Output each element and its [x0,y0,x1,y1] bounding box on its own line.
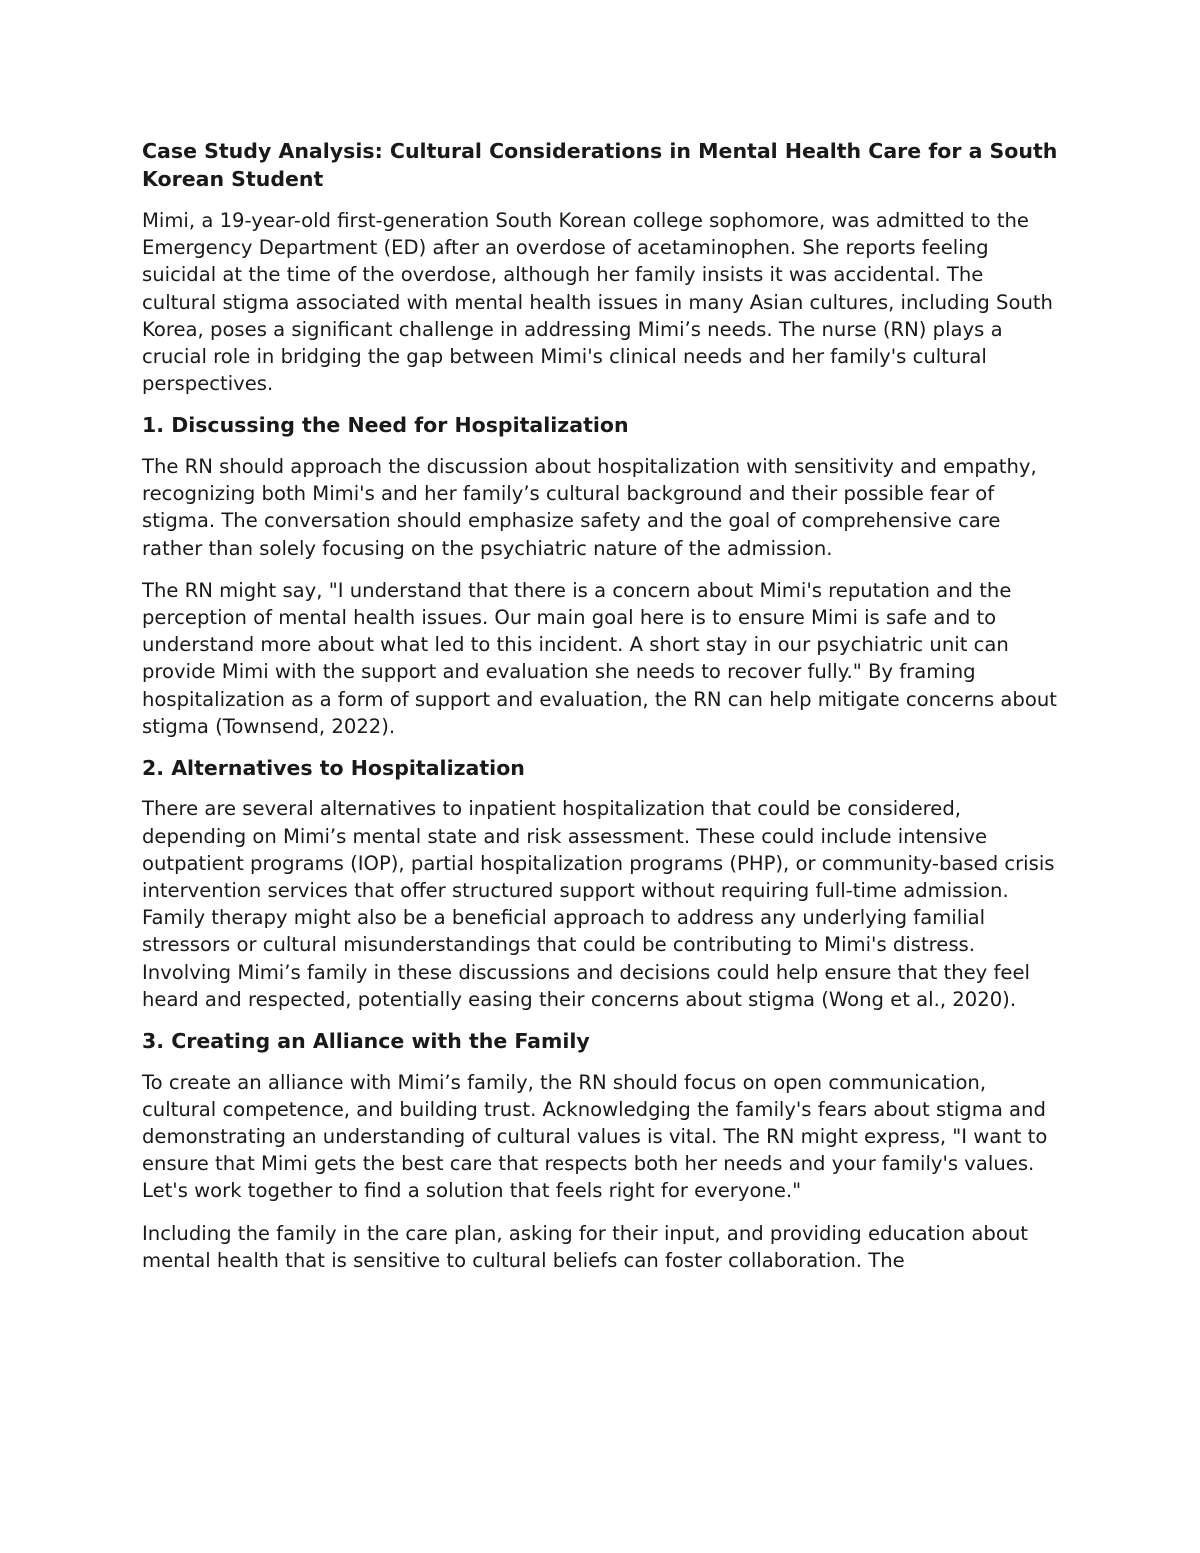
section-paragraph: The RN should approach the discussion about hospitalization with sensitivity and empathy, recognizing both Mimi's and her family’s cultural background and their possible fear of stigma. The conversation should emphasize safety and the goal of comprehensive care rather than solely focusing on the psychiatric nature of the admission. [142,454,1037,560]
section-heading-hospitalization-discussion: 1. Discussing the Need for Hospitalization [142,413,629,438]
document-body [142,138,1062,1289]
document-title: Case Study Analysis: Cultural Considerations in Mental Health Care for a South Korean Student [142,139,1058,191]
section-paragraph: To create an alliance with Mimi’s family, the RN should focus on open communication, cultural competence, and building trust. Acknowledging the family's fears about stigma and demonstrating an understanding of cultural values is vital. The RN might express, "I want to ensure that Mimi gets the best care that respects both her needs and your family's values. Let's work together to find a solution that feels right for everyone." [142,1070,1048,1203]
intro-paragraph: Mimi, a 19-year-old first-generation South Korean college sophomore, was admitted to the Emergency Department (ED) after an overdose of acetaminophen. She reports feeling suicidal at the time of the overdose, although her family insists it was accidental. The cultural stigma associated with mental health issues in many Asian cultures, including South Korea, poses a significant challenge in addressing Mimi’s needs. The nurse (RN) plays a crucial role in bridging the gap between Mimi's clinical needs and her family's cultural perspectives. [142,209,1053,396]
section-paragraph: The RN might say, "I understand that there is a concern about Mimi's reputation and the perception of mental health issues. Our main goal here is to ensure Mimi is safe and to understand more about what led to this incident. A short stay in our psychiatric unit can provide Mimi with the support and evaluation she needs to recover fully." By framing hospitalization as a form of support and evaluation, the RN can help mitigate concerns about stigma (Townsend, 2022). [142,578,1057,738]
section-paragraph: There are several alternatives to inpatient hospitalization that could be considered, depending on Mimi’s mental state and risk assessment. These could include intensive outpatient programs (IOP), partial hospitalization programs (PHP), or community-based crisis intervention services that offer structured support without requiring full-time admission. Family therapy might also be a beneficial approach to address any underlying familial stressors or cultural misunderstandings that could be contributing to Mimi's distress. Involving Mimi’s family in these discussions and decisions could help ensure that they feel heard and respected, potentially easing their concerns about stigma (Wong et al., 2020). [142,797,1055,1011]
section-heading-alternatives: 2. Alternatives to Hospitalization [142,755,525,780]
section-paragraph: Including the family in the care plan, asking for their input, and providing education about mental health that is sensitive to cultural beliefs can foster collaboration. The [142,1221,1028,1272]
section-heading-family-alliance: 3. Creating an Alliance with the Family [142,1029,590,1054]
